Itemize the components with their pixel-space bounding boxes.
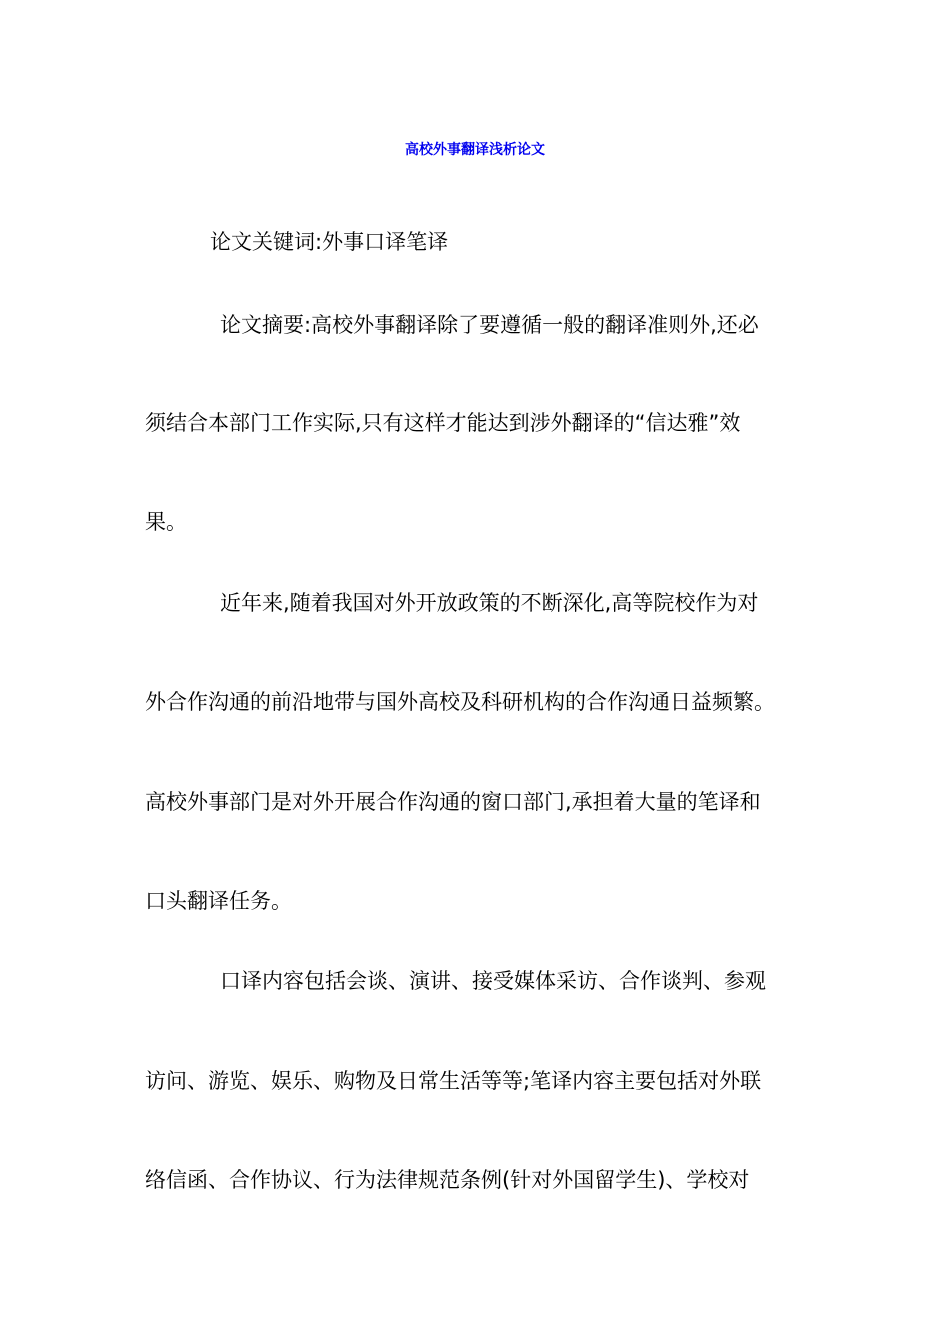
abstract-line-1: 论文摘要:高校外事翻译除了要遵循一般的翻译准则外,还必	[220, 313, 759, 337]
keywords-line: 论文关键词:外事口译笔译	[210, 230, 449, 254]
paragraph-2-line-3: 络信函、合作协议、行为法律规范条例(针对外国留学生)、学校对	[145, 1168, 750, 1192]
document-title: 高校外事翻译浅析论文	[405, 142, 545, 158]
abstract-line-2: 须结合本部门工作实际,只有这样才能达到涉外翻译的“信达雅”效	[145, 411, 741, 435]
paragraph-1-line-2: 外合作沟通的前沿地带与国外高校及科研机构的合作沟通日益频繁。	[145, 690, 775, 714]
paragraph-2-line-1: 口译内容包括会谈、演讲、接受媒体采访、合作谈判、参观	[220, 969, 766, 993]
paragraph-1-line-4: 口头翻译任务。	[145, 889, 292, 913]
paragraph-1-line-3: 高校外事部门是对外开展合作沟通的窗口部门,承担着大量的笔译和	[145, 790, 761, 814]
paragraph-2-line-2: 访问、游览、娱乐、购物及日常生活等等;笔译内容主要包括对外联	[145, 1069, 762, 1093]
abstract-line-3: 果。	[145, 510, 187, 534]
paragraph-1-line-1: 近年来,随着我国对外开放政策的不断深化,高等院校作为对	[220, 591, 759, 615]
